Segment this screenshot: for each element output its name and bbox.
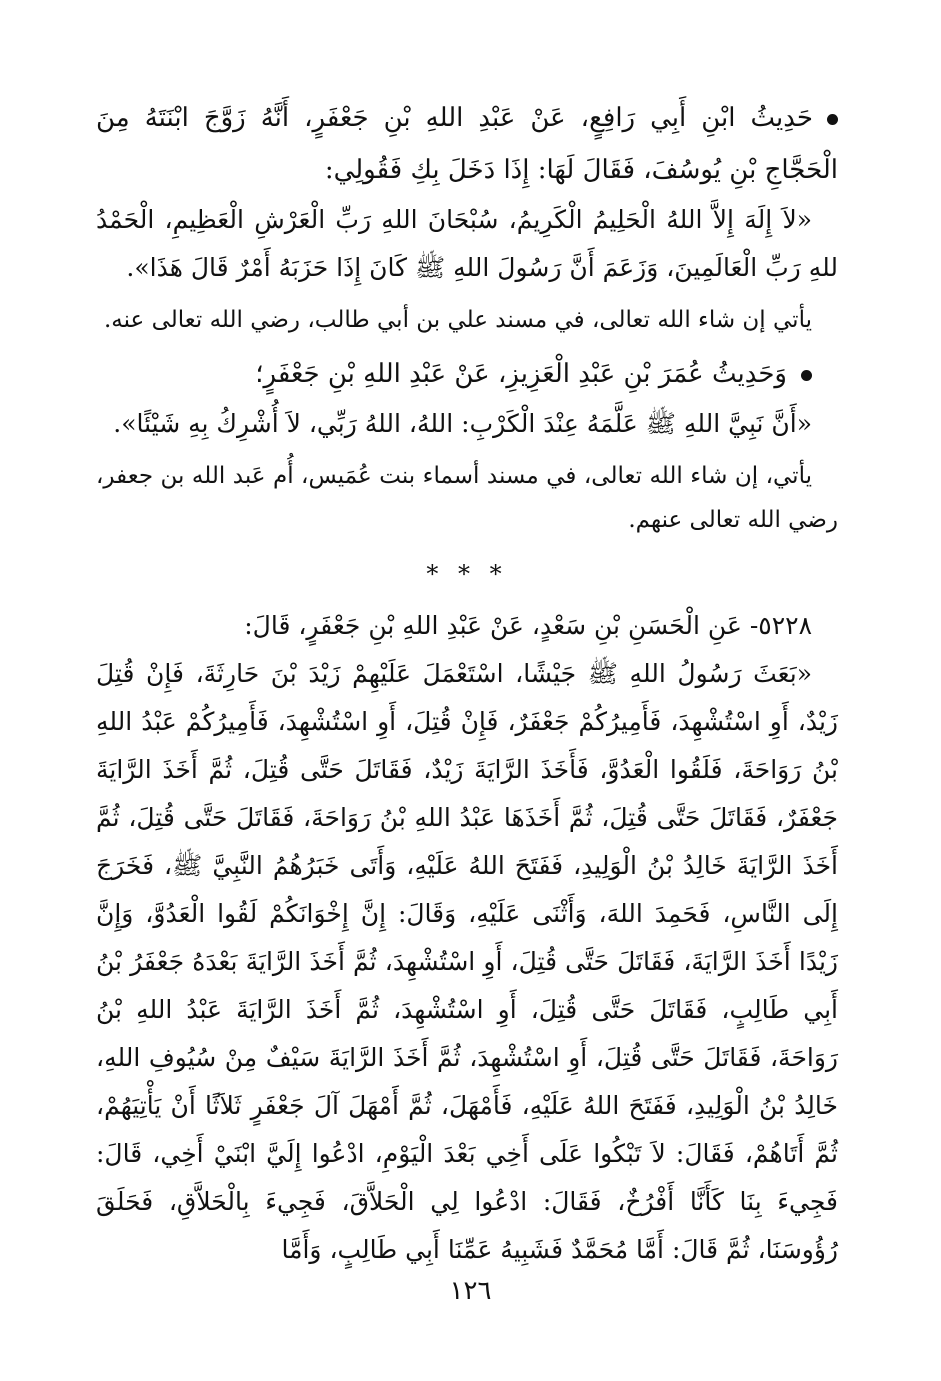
hadith-body-5228 (96, 650, 838, 1274)
hadith-text: «أَنَّ نَبِيَّ اللهِ ﷺ عَلَّمَهُ عِنْدَ الْكَرْبِ: اللهُ، اللهُ رَبِّي، لاَ أُشْرِكُ بِهِ شَيْئًا». (113, 409, 812, 438)
note-text: يأتي إن شاء الله تعالى، في مسند علي بن أبي طالب، رضي الله تعالى عنه. (103, 307, 812, 333)
hadith-quote-2 (96, 400, 838, 448)
bullet-dot-icon (827, 114, 838, 125)
paragraph-bullet-1 (96, 92, 838, 196)
page-body (96, 92, 838, 1274)
hadith-body-text: «بَعَثَ رَسُولُ اللهِ ﷺ جَيْشًا، اسْتَعْمَلَ عَلَيْهِمْ زَيْدَ بْنَ حَارِثَةَ، فَإِنْ قُتِلَ زَيْدٌ، أَوِ اسْتُشْهِدَ، فَأَمِيرُكُمْ جَعْفَرٌ، فَإِنْ قُتِلَ، أَوِ اسْتُشْهِدَ، فَأَمِيرُكُمْ عَبْدُ اللهِ بْنُ رَوَاحَةَ، فَلَقُوا الْعَدُوَّ، فَأَخَذَ الرَّايَةَ زَيْدٌ، فَقَاتَلَ حَتَّى قُتِلَ، ثُمَّ أَخَذَ الرَّايَةَ جَعْفَرٌ، فَقَاتَلَ حَتَّى قُتِلَ، ثُمَّ أَخَذَهَا عَبْدُ اللهِ بْنُ رَوَاحَةَ، فَقَاتَلَ حَتَّى قُتِلَ، ثُمَّ أَخَذَ الرَّايَةَ خَالِدُ بْنُ الْوَلِيدِ، فَفَتَحَ اللهُ عَلَيْهِ، وَأَتَى خَبَرُهُمُ النَّبِيَّ ﷺ، فَخَرَجَ إِلَى النَّاسِ، فَحَمِدَ اللهَ، وَأَثْنَى عَلَيْهِ، وَقَالَ: إِنَّ إِخْوَانَكُمْ لَقُوا الْعَدُوَّ، وَإِنَّ زَيْدًا أَخَذَ الرَّايَةَ، فَقَاتَلَ حَتَّى قُتِلَ، أَوِ اسْتُشْهِدَ، ثُمَّ أَخَذَ الرَّايَةَ بَعْدَهُ جَعْفَرُ بْنُ أَبِي طَالِبٍ، فَقَاتَلَ حَتَّى قُتِلَ، أَوِ اسْتُشْهِدَ، ثُمَّ أَخَذَ الرَّايَةَ عَبْدُ اللهِ بْنُ رَوَاحَةَ، فَقَاتَلَ حَتَّى قُتِلَ، أَوِ اسْتُشْهِدَ، ثُمَّ أَخَذَ الرَّايَةَ سَيْفٌ مِنْ سُيُوفِ اللهِ، خَالِدُ بْنُ الْوَلِيدِ، فَفَتَحَ اللهُ عَلَيْهِ، فَأَمْهَلَ، ثُمَّ أَمْهَلَ آلَ جَعْفَرٍ ثَلاَثًا أَنْ يَأْتِيَهُمْ، ثُمَّ أَتَاهُمْ، فَقَالَ: لاَ تَبْكُوا عَلَى أَخِي بَعْدَ الْيَوْمِ، ادْعُوا إِلَيَّ ابْنَيْ أَخِي، قَالَ: فَجِيءَ بِنَا كَأَنَّا أَفْرُخٌ، فَقَالَ: ادْعُوا لِي الْحَلاَّقَ، فَجِيءَ بِالْحَلاَّقِ، فَحَلَقَ رُؤُوسَنَا، ثُمَّ قَالَ: أَمَّا مُحَمَّدٌ فَشَبِيهُ عَمِّنَا أَبِي طَالِبٍ، وَأَمَّا (96, 659, 838, 1264)
page-number: ١٢٦ (449, 1276, 492, 1306)
hadith-heading-5228 (96, 602, 838, 650)
paragraph-text: حَدِيثُ ابْنِ أَبِي رَافِعٍ، عَنْ عَبْدِ اللهِ بْنِ جَعْفَرٍ، أَنَّهُ زَوَّجَ ابْنَتَهُ مِنَ الْحَجَّاجِ بْنِ يُوسُفَ، فَقَالَ لَهَا: إِذَا دَخَلَ بِكِ فَقُولِي: (96, 103, 838, 185)
paragraph-text: وَحَدِيثُ عُمَرَ بْنِ عَبْدِ الْعَزِيزِ، عَنْ عَبْدِ اللهِ بْنِ جَعْفَرٍ؛ (255, 359, 787, 389)
hadith-quote-1 (96, 196, 838, 292)
note-text: يأتي، إن شاء الله تعالى، في مسند أسماء بنت عُمَيس، أُم عَبد الله بن جعفر، رضي الله تعالى عنهم. (96, 463, 838, 533)
bullet-dot-icon (801, 370, 812, 381)
hadith-text: «لاَ إِلَهَ إِلاَّ اللهُ الْحَلِيمُ الْكَرِيمُ، سُبْحَانَ اللهِ رَبِّ الْعَرْشِ الْعَظِيمِ، الْحَمْدُ للهِ رَبِّ الْعَالَمِينَ، وَزَعَمَ أَنَّ رَسُولَ اللهِ ﷺ كَانَ إِذَا حَزَبَهُ أَمْرٌ قَالَ هَذَا». (96, 205, 838, 282)
cross-reference-note-1 (96, 298, 838, 342)
hadith-heading-text: ٥٢٢٨- عَنِ الْحَسَنِ بْنِ سَعْدٍ، عَنْ عَبْدِ اللهِ بْنِ جَعْفَرٍ، قَالَ: (244, 611, 812, 640)
paragraph-bullet-2 (96, 348, 838, 400)
cross-reference-note-2 (96, 454, 838, 542)
section-separator: * * * (426, 560, 508, 588)
